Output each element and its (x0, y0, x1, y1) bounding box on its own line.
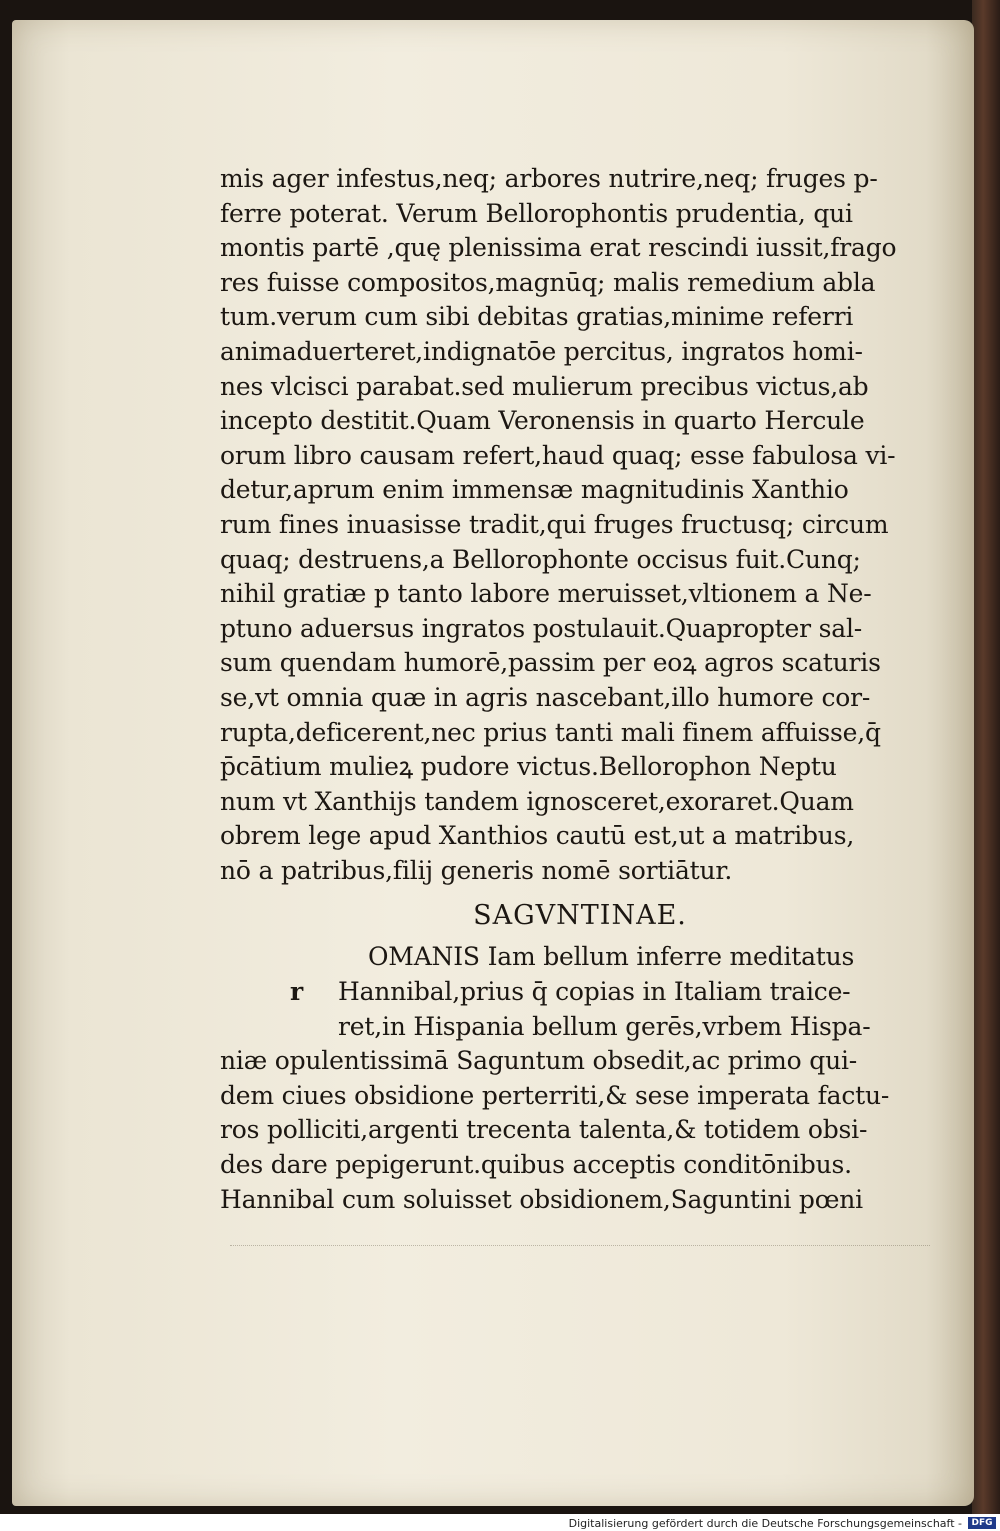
text-block-part1 (220, 162, 940, 888)
text-line: p̄cātium mulieꝝ pudore victus.Bellorophon Neptu (220, 752, 837, 782)
text-line: ret,in Hispania bellum gerēs,vrbem Hispa- (338, 1011, 871, 1041)
text-line: des dare pepigerunt.quibus acceptis conditōnibus. (220, 1150, 852, 1180)
text-line: nihil gratiæ p tanto labore meruisset,vltionem a Ne- (220, 579, 872, 609)
text-line: ferre poterat. Verum Bellorophontis prudentia, qui (220, 198, 853, 228)
text-line: orum libro causam refert,haud quaq; esse fabulosa vi- (220, 440, 896, 470)
text-line: animaduerteret,indignatōe percitus, ingratos homi- (220, 336, 863, 366)
dfg-logo: DFG (968, 1517, 996, 1529)
text-line: num vt Xanthijs tandem ignosceret,exoraret.Quam (220, 786, 854, 816)
section-heading: SAGVNTINAE. (473, 900, 687, 932)
text-line: dem ciues obsidione perterriti,& sese imperata factu- (220, 1080, 890, 1110)
section-opening-line: OMANIS Iam bellum inferre meditatus (368, 942, 855, 972)
text-line: res fuisse compositos,magnūq; malis remedium abla (220, 267, 876, 297)
text-line: ros polliciti,argenti trecenta talenta,& totidem obsi- (220, 1115, 868, 1145)
margin-guide-letter: r (290, 977, 303, 1007)
section-second-line-row (220, 975, 940, 1010)
book-gutter (972, 0, 1000, 1514)
text-line: niæ opulentissimā Saguntum obsedit,ac primo qui- (220, 1046, 858, 1076)
text-line: sum quendam humorē,passim per eoꝝ agros scaturis (220, 648, 881, 678)
page-text (220, 162, 940, 1217)
text-line: obrem lege apud Xanthios cautū est,ut a matribus, (220, 821, 855, 851)
text-block-part2 (220, 1044, 940, 1217)
text-line: montis partē ,quę plenissima erat rescindi iussit,frago (220, 233, 897, 263)
text-line: quaq; destruens,a Bellorophonte occisus fuit.Cunq; (220, 544, 861, 574)
text-line: rum fines inuasisse tradit,qui fruges fructusq; circum (220, 509, 889, 539)
text-line: tum.verum cum sibi debitas gratias,minime referri (220, 302, 854, 332)
text-line: Hannibal cum soluisset obsidionem,Saguntini pœni (220, 1184, 863, 1214)
digitization-footer (0, 1514, 1000, 1531)
text-line: nes vlcisci parabat.sed mulierum precibus victus,ab (220, 371, 869, 401)
footer-credit: Digitalisierung gefördert durch die Deutsche Forschungsgemeinschaft - (568, 1517, 962, 1530)
text-line: detur,aprum enim immensæ magnitudinis Xanthio (220, 475, 849, 505)
text-line: se,vt omnia quæ in agris nascebant,illo humore cor- (220, 682, 871, 712)
text-line: rupta,deficerent,nec prius tanti mali finem affuisse,q̄ (220, 717, 881, 747)
text-line: nō a patribus,filij generis nomē sortiātur. (220, 855, 733, 885)
text-line: incepto destitit.Quam Veronensis in quarto Hercule (220, 406, 865, 436)
page-bleed-through (230, 1245, 930, 1260)
text-line: Hannibal,prius q̄ copias in Italiam traice- (338, 977, 851, 1007)
text-line: mis ager infestus,neq; arbores nutrire,neq; fruges p- (220, 164, 878, 193)
text-line: ptuno aduersus ingratos postulauit.Quapropter sal- (220, 613, 862, 643)
